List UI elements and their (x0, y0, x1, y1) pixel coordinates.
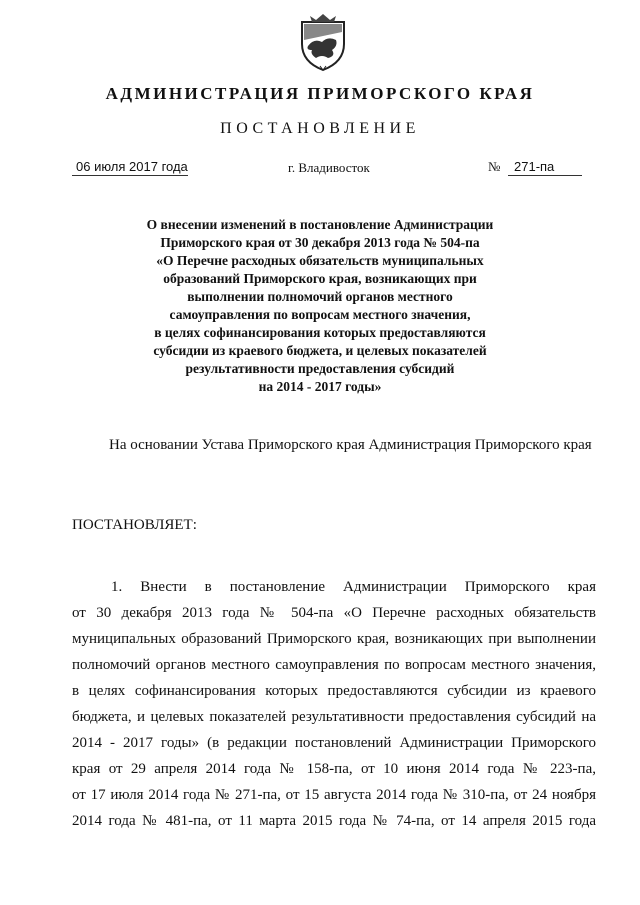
title-line: Приморского края от 30 декабря 2013 года № 504-па (160, 235, 480, 250)
title-line: О внесении изменений в постановление Администрации (146, 217, 494, 232)
item-1-paragraph (72, 574, 596, 834)
title-line: образований Приморского края, возникающих при (163, 271, 477, 286)
title-line: результативности предоставления субсидий (185, 361, 455, 376)
coat-of-arms-icon (296, 10, 350, 72)
paragraph-line: от 17 июля 2014 года № 271-па, от 15 августа 2014 года № 310-па, от 24 ноября (72, 787, 596, 803)
paragraph-line: 1. Внести в постановление Администрации Приморского края (111, 579, 596, 595)
paragraph-line: в целях софинансирования которых предоставляются субсидии из краевого (72, 683, 596, 699)
organization-name: АДМИНИСТРАЦИЯ ПРИМОРСКОГО КРАЯ (105, 84, 535, 103)
document-type: ПОСТАНОВЛЕНИЕ (220, 120, 420, 137)
document-city: г. Владивосток (288, 160, 370, 175)
paragraph-line: от 30 декабря 2013 года № 504-па «О Перечне расходных обязательств (72, 605, 596, 621)
number-sign: № (488, 159, 501, 174)
basis-paragraph: На основании Устава Приморского края Администрация Приморского края (109, 437, 592, 453)
decree-word: ПОСТАНОВЛЯЕТ: (72, 517, 197, 533)
document-title (100, 216, 540, 396)
paragraph-line: 2014 года № 481-па, от 11 марта 2015 года № 74-па, от 14 апреля 2015 года (72, 813, 596, 829)
title-line: самоуправления по вопросам местного значения, (169, 307, 471, 322)
title-line: выполнении полномочий органов местного (187, 289, 453, 304)
paragraph-line: 2014 - 2017 годы» (в редакции постановлений Администрации Приморского (72, 735, 596, 751)
title-line: в целях софинансирования которых предоставляются (154, 325, 486, 340)
paragraph-line: бюджета, и целевых показателей результативности предоставления субсидий на (72, 709, 596, 725)
paragraph-line: края от 29 апреля 2014 года № 158-па, от 10 июня 2014 года № 223-па, (72, 761, 596, 777)
title-line: на 2014 - 2017 годы» (258, 379, 382, 394)
title-line: субсидии из краевого бюджета, и целевых показателей (153, 343, 487, 358)
title-line: «О Перечне расходных обязательств муниципальных (156, 253, 484, 268)
document-number-field (488, 158, 582, 176)
paragraph-line: полномочий органов местного самоуправления по вопросам местного значения, (72, 657, 596, 673)
paragraph-line: муниципальных образований Приморского края, возникающих при выполнении (72, 631, 596, 647)
document-date: 06 июля 2017 года (72, 158, 188, 176)
document-number: 271-па (508, 158, 582, 176)
